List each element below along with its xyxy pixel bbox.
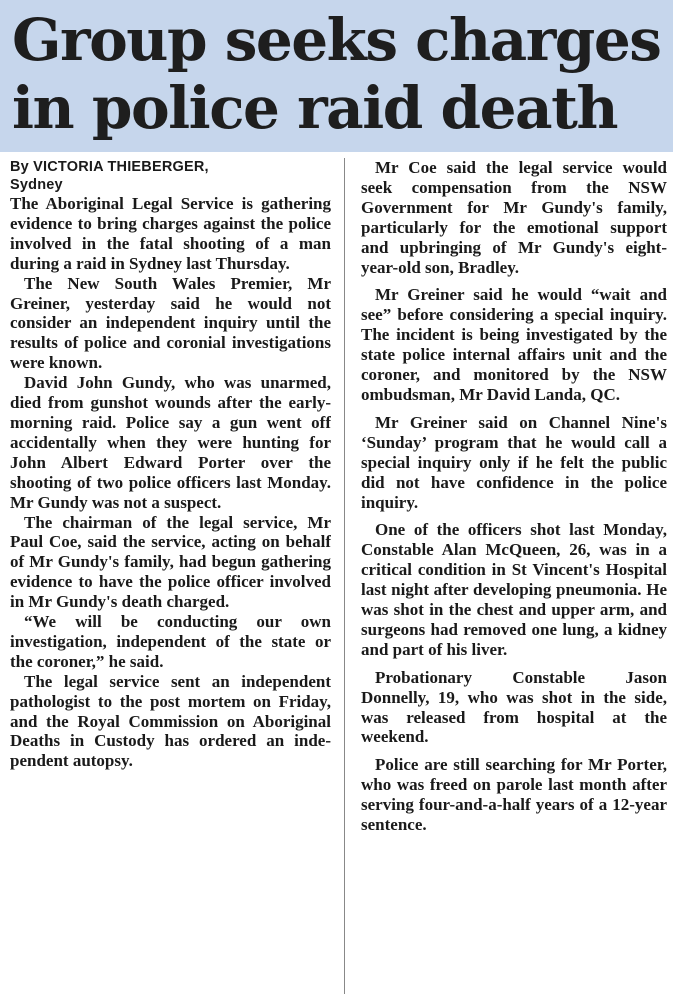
headline-line-1: Group seeks charges (12, 6, 661, 74)
paragraph: The chairman of the legal service, Mr Paul Coe, said the service, acting on behalf of Mr Gundy's family, had begun gathering evidence to have the police officer involved in Mr Gundy's death charged. (10, 512, 331, 612)
article-column-left (10, 158, 331, 998)
byline-location: Sydney (10, 177, 63, 193)
paragraph: David John Gundy, who was unarmed, died from gunshot wounds after the early-morning raid. Police say a gun went off accidentally when they were hunting for John Albert Edward Porter over the shooting of two police officers last Monday. Mr Gundy was not a suspect. (10, 373, 331, 512)
paragraph: Mr Greiner said he would “wait and see” before considering a special inquiry. The incident is being investigated by the state police internal affairs unit and the coroner, and monitored by the NSW ombudsman, Mr David Landa, QC. (361, 285, 667, 404)
paragraph: The legal service sent an independent pathologist to the post mortem on Friday, and the Royal Commission on Aboriginal Deaths in Custody has ordered an independent autopsy. (10, 671, 331, 771)
paragraph: One of the officers shot last Monday, Constable Alan McQueen, 26, was in a critical condition in St Vincent's Hospital last night after developing pneumonia. He was shot in the chest and upper arm, and surgeons had removed one lung, a kidney and part of his liver. (361, 520, 667, 659)
headline-line-2: in police raid death (12, 74, 618, 142)
byline (10, 158, 331, 194)
headline-banner (0, 0, 673, 152)
paragraph: “We will be conducting our own investigation, independent of the state or the coroner,” he said. (10, 612, 331, 671)
paragraph: The Aboriginal Legal Service is gathering evidence to bring charges against the police involved in the fatal shooting of a man during a raid in Sydney last Thursday. (10, 194, 331, 273)
paragraph: Probationary Constable Jason Donnelly, 19, who was shot in the side, was released from hospital at the weekend. (361, 667, 667, 747)
paragraph: Mr Coe said the legal service would seek compensation from the NSW Government for Mr Gundy's family, particularly for the emotional support and upbringing of Mr Gundy's eight-year-old son, Bradley. (361, 158, 667, 277)
headline (0, 0, 673, 142)
paragraph: The New South Wales Premier, Mr Greiner, yesterday said he would not consider an independent inquiry until the results of police and coronial investigations were known. (10, 273, 331, 373)
byline-author: By VICTORIA THIEBERGER, (10, 159, 209, 175)
paragraph: Mr Greiner said on Channel Nine's ‘Sunday’ program that he would call a special inquiry only if he felt the public did not have confidence in the police inquiry. (361, 412, 667, 512)
article-column-right (361, 158, 667, 998)
column-divider (344, 158, 345, 994)
paragraph: Police are still searching for Mr Porter, who was freed on parole last month after serving four-and-a-half years of a 12-year sentence. (361, 755, 667, 835)
